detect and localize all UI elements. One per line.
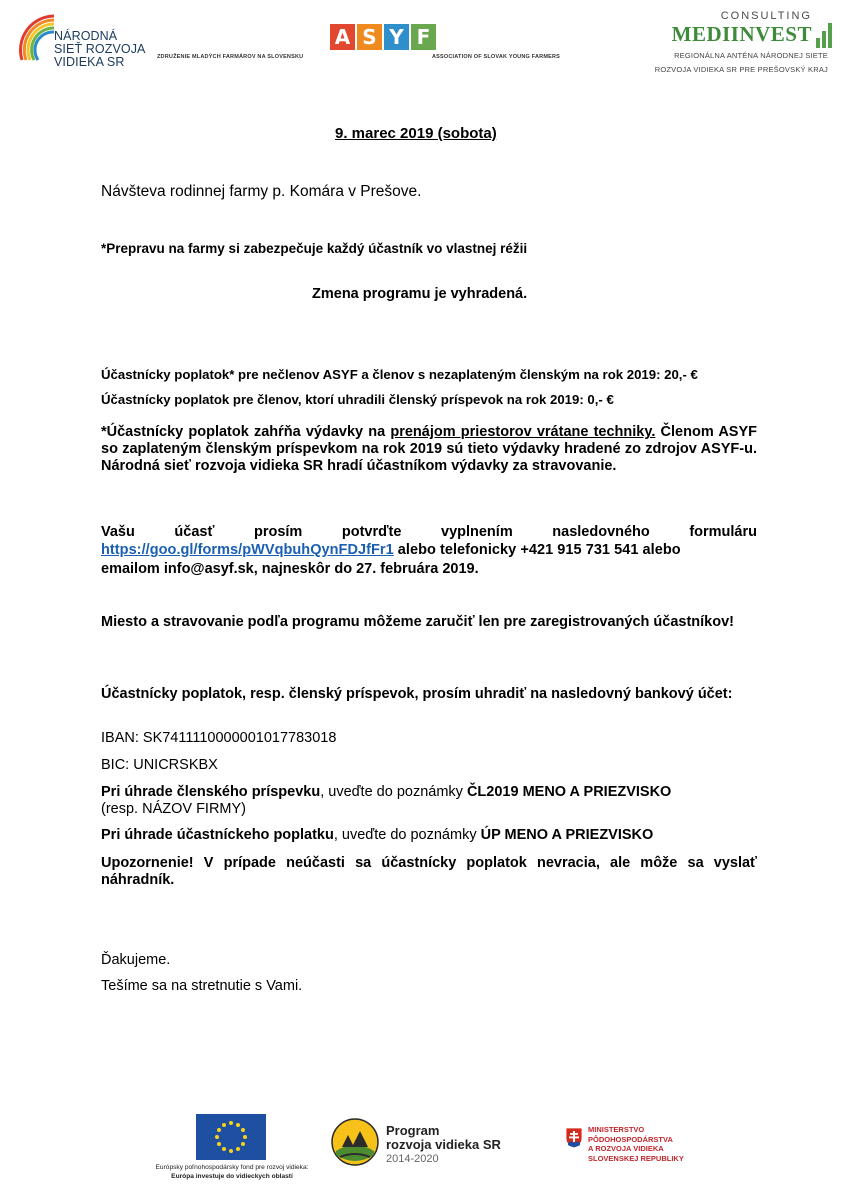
transport-note: *Prepravu na farmy si zabezpečuje každý účastník vo vlastnej réžii bbox=[101, 241, 528, 256]
closing: Tešíme sa na stretnutie s Vami. bbox=[101, 978, 303, 994]
confirm-line1: Vašu účasť prosím potvrďte vyplnením nasledovného formuláru bbox=[101, 524, 757, 540]
event-date: 9. marec 2019 (sobota) bbox=[335, 125, 497, 142]
fee-members: Účastnícky poplatok pre členov, ktorí uhradili členský príspevok na rok 2019: 0,- € bbox=[101, 392, 614, 407]
mediinvest-line2: ROZVOJA VIDIEKA SR PRE PREŠOVSKÝ KRAJ bbox=[654, 65, 828, 74]
asyf-letter: S bbox=[357, 24, 382, 50]
confirm-line2 bbox=[101, 542, 757, 559]
confirm-deadline: , najneskôr do 27. februára 2019. bbox=[253, 561, 479, 577]
asyf-caption-en: ASSOCIATION OF SLOVAK YOUNG FARMERS bbox=[432, 54, 561, 60]
mediinvest-logo bbox=[640, 10, 840, 74]
confirm-phone: alebo telefonicky +421 915 731 541 alebo bbox=[393, 542, 681, 558]
nsrv-logo bbox=[14, 10, 144, 80]
bar-chart-icon bbox=[816, 22, 832, 48]
participant-payment-instructions: Pri úhrade účastníckeho poplatku, uveďte do poznámky ÚP MENO A PRIEZVISKO bbox=[101, 827, 654, 843]
thanks: Ďakujeme. bbox=[101, 952, 171, 968]
prv-logo-icon bbox=[330, 1117, 380, 1172]
prv-logo-text: Program rozvoja vidieka SR 2014-2020 bbox=[386, 1123, 501, 1165]
confirm-email: emailom info@asyf.sk bbox=[101, 561, 254, 577]
mediinvest-consulting: CONSULTING bbox=[720, 10, 812, 22]
fee-note bbox=[101, 424, 757, 475]
bic: BIC: UNICRSKBX bbox=[101, 757, 218, 773]
asyf-caption-sk: ZDRUŽENIE MLADÝCH FARMÁROV NA SLOVENSKU bbox=[157, 54, 304, 60]
program-change-note: Zmena programu je vyhradená. bbox=[312, 286, 528, 302]
guarantee-note: Miesto a stravovanie podľa programu môžeme zaručiť len pre zaregistrovaných účastníkov! bbox=[101, 614, 735, 630]
no-refund-warning: Upozornenie! V prípade neúčasti sa účastnícky poplatok nevracia, ale môže sa vyslať náhradník. bbox=[101, 855, 757, 888]
eu-caption: Európsky poľnohospodársky fond pre rozvoj vidieka: Európa investuje do vidieckych oblastí bbox=[155, 1164, 309, 1180]
rainbow-arc-icon bbox=[14, 10, 58, 70]
mediinvest-line1: REGIONÁLNA ANTÉNA NÁRODNEJ SIETE bbox=[674, 51, 828, 60]
registration-form-link[interactable]: https://goo.gl/forms/pWVqbuhQynFDJfFr1 bbox=[101, 542, 394, 558]
fee-note-text: *Účastnícky poplatok zahŕňa výdavky na bbox=[101, 424, 391, 440]
fee-note-underlined: prenájom priestorov vrátane techniky. bbox=[390, 424, 656, 440]
nsrv-logo-text: NÁRODNÁ SIEŤ ROZVOJA VIDIEKA SR bbox=[54, 29, 146, 69]
slovak-coat-of-arms-icon bbox=[565, 1127, 583, 1154]
eu-flag-icon bbox=[196, 1114, 266, 1160]
asyf-letter: F bbox=[411, 24, 436, 50]
asyf-logo bbox=[330, 24, 436, 50]
fee-note-text-rest: Členom ASYF so zaplateným členským príspevkom na rok 2019 sú tieto výdavky hradené zo zdrojov ASYF-u. Národná sieť rozvoja vidieka SR hradí účastníkom výdavky za stravovanie. bbox=[101, 424, 758, 474]
asyf-letter: Y bbox=[384, 24, 409, 50]
visit-description: Návšteva rodinnej farmy p. Komára v Prešove. bbox=[101, 183, 422, 200]
asyf-letter: A bbox=[330, 24, 355, 50]
iban: IBAN: SK7411110000001017783018 bbox=[101, 730, 337, 746]
ministry-logo-text: MINISTERSTVO PÔDOHOSPODÁRSTVA A ROZVOJA VIDIEKA SLOVENSKEJ REPUBLIKY bbox=[588, 1125, 684, 1163]
payment-intro: Účastnícky poplatok, resp. členský príspevok, prosím uhradiť na nasledovný bankový účet: bbox=[101, 686, 733, 702]
mediinvest-name: MEDIINVEST bbox=[671, 22, 812, 46]
member-payment-instructions: Pri úhrade členského príspevku, uveďte do poznámky ČL2019 MENO A PRIEZVISKO (resp. NÁZOV FIRMY) bbox=[101, 784, 672, 817]
confirm-line3 bbox=[101, 561, 757, 578]
fee-nonmembers: Účastnícky poplatok* pre nečlenov ASYF a členov s nezaplateným členským na rok 2019: 20,- € bbox=[101, 367, 698, 382]
